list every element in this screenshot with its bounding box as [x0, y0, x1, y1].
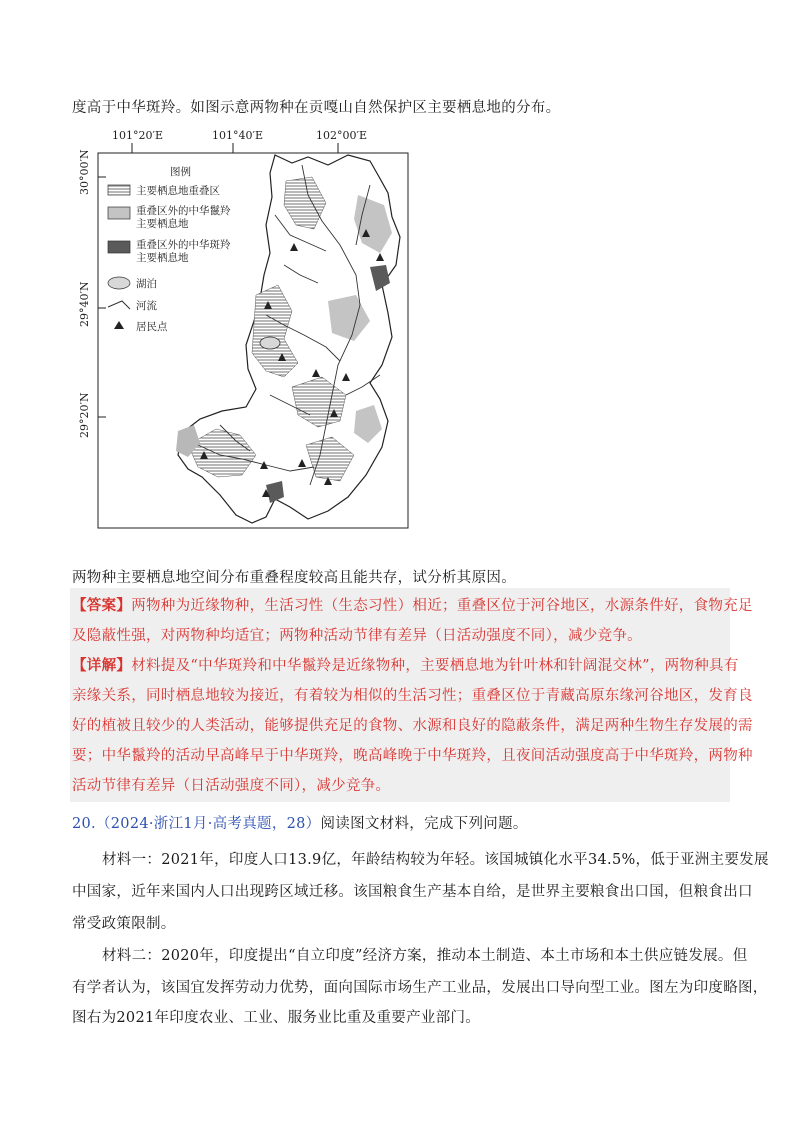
legend-overlap: 主要栖息地重叠区	[136, 185, 220, 197]
q20-heading	[72, 812, 528, 833]
detail-tag: 【详解】	[72, 657, 132, 674]
detail-line-2: 亲缘关系，同时栖息地较为接近，有着较为相似的生活习性；重叠区位于青藏高原东缘河谷地区，发育良	[72, 688, 753, 704]
answer-text-1: 两物种为近缘物种，生活习性（生态习性）相近；重叠区位于河谷地区，水源条件好，食物充足	[131, 598, 753, 614]
lon-label-1: 101°20′E	[112, 129, 164, 142]
legend-settlement: 居民点	[136, 321, 168, 333]
legend-goral-line2: 主要栖息地	[136, 252, 189, 264]
legend-title: 图例	[170, 166, 191, 178]
detail-line-3: 好的植被且较少的人类活动，能够提供充足的食物、水源和良好的隐蔽条件，满足两种生物生存发展的需	[72, 718, 753, 734]
lat-label-2: 29°40′N	[78, 281, 91, 327]
q20-text: 阅读图文材料，完成下列问题。	[320, 816, 528, 832]
legend-serow-line1: 重叠区外的中华鬣羚	[136, 205, 231, 217]
q20-number: 20.	[72, 816, 96, 832]
legend-river: 河流	[136, 300, 157, 312]
intro-text: 度高于中华斑羚。如图示意两物种在贡嘎山自然保护区主要栖息地的分布。	[72, 100, 561, 116]
lon-label-3: 102°00′E	[316, 129, 368, 142]
material1-line-2: 中国家，近年来国内人口出现跨区域迁移。该国粮食生产基本自给，是世界主要粮食出口国，但粮食出口	[72, 884, 753, 900]
legend-serow-line2: 主要栖息地	[136, 218, 189, 230]
habitat-map	[70, 125, 430, 535]
lake	[260, 337, 280, 349]
detail-line-5: 活动节律有差异（日活动强度不同），减少竞争。	[72, 778, 391, 794]
material2-line-3: 图右为2021年印度农业、工业、服务业比重及重要产业部门。	[72, 1010, 481, 1026]
detail-line-1	[72, 654, 739, 675]
material1-line-1: 材料一：2021年，印度人口13.9亿，年龄结构较为年轻。该国城镇化水平34.5%，低于亚洲主要发展	[102, 852, 769, 868]
q20-source: （2024·浙江1月·高考真题，28）	[95, 816, 321, 832]
material2-line-1: 材料二：2020年，印度提出“自立印度”经济方案，推动本土制造、本土市场和本土供应链发展。但	[102, 948, 748, 964]
material2-line-2: 有学者认为，该国宜发挥劳动力优势，面向国际市场生产工业品，发展出口导向型工业。图左为印度略图，	[72, 980, 768, 996]
detail-text-1: 材料提及“中华斑羚和中华鬣羚是近缘物种，主要栖息地为针叶林和针阔混交林”，两物种具有	[131, 658, 739, 674]
lon-label-2: 101°40′E	[212, 129, 264, 142]
legend-lake: 湖泊	[136, 278, 157, 290]
question-text: 两物种主要栖息地空间分布重叠程度较高且能共存，试分析其原因。	[72, 570, 516, 586]
answer-tag: 【答案】	[72, 597, 132, 614]
material1-line-3: 常受政策限制。	[72, 916, 176, 932]
answer-line-1	[72, 594, 753, 615]
lat-label-3: 29°20′N	[78, 392, 91, 438]
legend-goral-line1: 重叠区外的中华斑羚	[136, 239, 231, 251]
answer-line-2: 及隐蔽性强，对两物种均适宜；两物种活动节律有差异（日活动强度不同），减少竞争。	[72, 628, 642, 644]
detail-line-4: 要；中华鬣羚的活动早高峰早于中华斑羚，晚高峰晚于中华斑羚，且夜间活动强度高于中华斑羚，两物种	[72, 748, 753, 764]
lat-label-1: 30°00′N	[78, 149, 91, 195]
